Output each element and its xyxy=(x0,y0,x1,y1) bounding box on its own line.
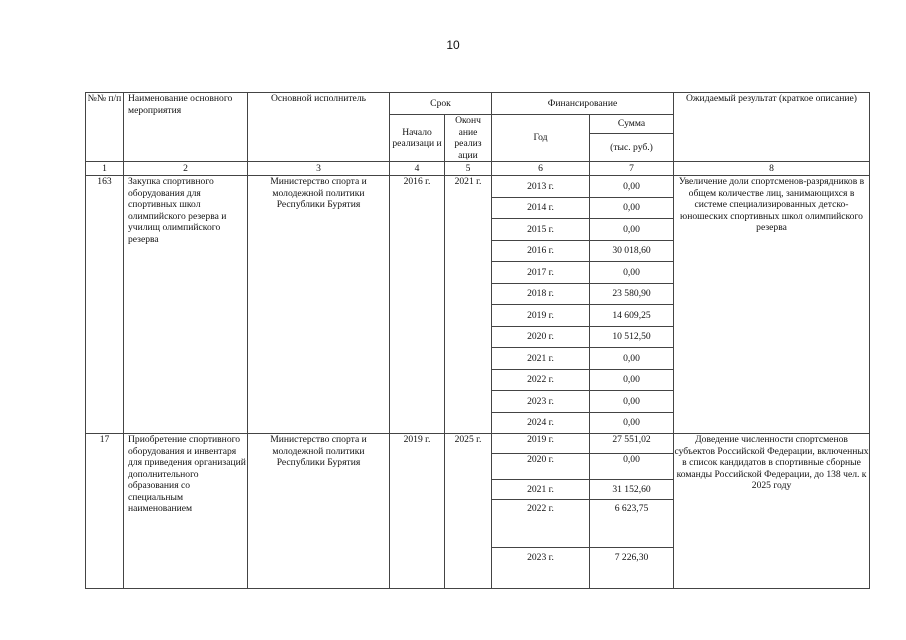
financing-sum: 0,00 xyxy=(590,219,674,241)
header-year: Год xyxy=(492,115,590,162)
row-name: Приобретение спортивного оборудования и инвентаря для приведения организаций дополнительного образования со специальным наименованием xyxy=(124,434,248,589)
row-num: 17 xyxy=(86,434,124,589)
financing-sum: 0,00 xyxy=(590,197,674,219)
row-end: 2025 г. xyxy=(445,434,492,589)
financing-year: 2015 г. xyxy=(492,219,590,241)
header-sum-unit: (тыс. руб.) xyxy=(590,134,674,162)
column-number: 5 xyxy=(445,162,492,176)
row-result: Увеличение доли спортсменов-разрядников в общем количестве лиц, занимающихся в системе специализированных детско-юношеских спортивных школ олимпийского резерва xyxy=(674,176,870,434)
financing-year: 2013 г. xyxy=(492,176,590,198)
header-num: №№ п/п xyxy=(86,93,124,162)
column-number: 2 xyxy=(124,162,248,176)
financing-sum: 30 018,60 xyxy=(590,240,674,262)
financing-year: 2022 г. xyxy=(492,500,590,548)
header-start: Начало реализаци и xyxy=(390,115,445,162)
financing-year: 2016 г. xyxy=(492,240,590,262)
financing-year: 2024 г. xyxy=(492,412,590,434)
row-executor: Министерство спорта и молодежной политики Республики Бурятия xyxy=(248,434,390,589)
program-table xyxy=(85,92,870,589)
row-end: 2021 г. xyxy=(445,176,492,434)
financing-sum: 31 152,60 xyxy=(590,480,674,500)
financing-sum: 0,00 xyxy=(590,176,674,198)
financing-sum: 0,00 xyxy=(590,412,674,434)
financing-year: 2021 г. xyxy=(492,480,590,500)
financing-sum: 0,00 xyxy=(590,348,674,370)
row-name: Закупка спортивного оборудования для спортивных школ олимпийского резерва и училищ олимпийского резерва xyxy=(124,176,248,434)
row-executor: Министерство спорта и молодежной политики Республики Бурятия xyxy=(248,176,390,434)
header-name: Наименование основного мероприятия xyxy=(124,93,248,162)
header-term: Срок xyxy=(390,93,492,115)
financing-sum: 7 226,30 xyxy=(590,548,674,589)
financing-year: 2020 г. xyxy=(492,454,590,480)
financing-sum: 0,00 xyxy=(590,262,674,284)
header-sum: Сумма xyxy=(590,115,674,134)
row-start: 2016 г. xyxy=(390,176,445,434)
financing-sum: 0,00 xyxy=(590,454,674,480)
financing-sum: 0,00 xyxy=(590,369,674,391)
financing-year: 2020 г. xyxy=(492,326,590,348)
header-end: Оконч ание реализ ации xyxy=(445,115,492,162)
financing-year: 2014 г. xyxy=(492,197,590,219)
column-number: 1 xyxy=(86,162,124,176)
financing-sum: 14 609,25 xyxy=(590,305,674,327)
column-number: 3 xyxy=(248,162,390,176)
header-financing: Финансирование xyxy=(492,93,674,115)
column-number: 4 xyxy=(390,162,445,176)
column-number: 8 xyxy=(674,162,870,176)
header-executor: Основной исполнитель xyxy=(248,93,390,162)
column-number: 7 xyxy=(590,162,674,176)
financing-year: 2019 г. xyxy=(492,434,590,454)
financing-year: 2017 г. xyxy=(492,262,590,284)
financing-year: 2019 г. xyxy=(492,305,590,327)
financing-year: 2018 г. xyxy=(492,283,590,305)
row-result: Доведение численности спортсменов субъектов Российской Федерации, включенных в список кандидатов в спортивные сборные команды Российской Федерации, до 138 чел. к 2025 году xyxy=(674,434,870,589)
financing-sum: 6 623,75 xyxy=(590,500,674,548)
financing-sum: 23 580,90 xyxy=(590,283,674,305)
financing-sum: 27 551,02 xyxy=(590,434,674,454)
financing-year: 2023 г. xyxy=(492,391,590,413)
financing-year: 2021 г. xyxy=(492,348,590,370)
header-result: Ожидаемый результат (краткое описание) xyxy=(674,93,870,162)
column-number: 6 xyxy=(492,162,590,176)
financing-sum: 10 512,50 xyxy=(590,326,674,348)
financing-year: 2023 г. xyxy=(492,548,590,589)
financing-year: 2022 г. xyxy=(492,369,590,391)
page-number: 10 xyxy=(446,38,460,52)
row-start: 2019 г. xyxy=(390,434,445,589)
row-num: 163 xyxy=(86,176,124,434)
financing-sum: 0,00 xyxy=(590,391,674,413)
